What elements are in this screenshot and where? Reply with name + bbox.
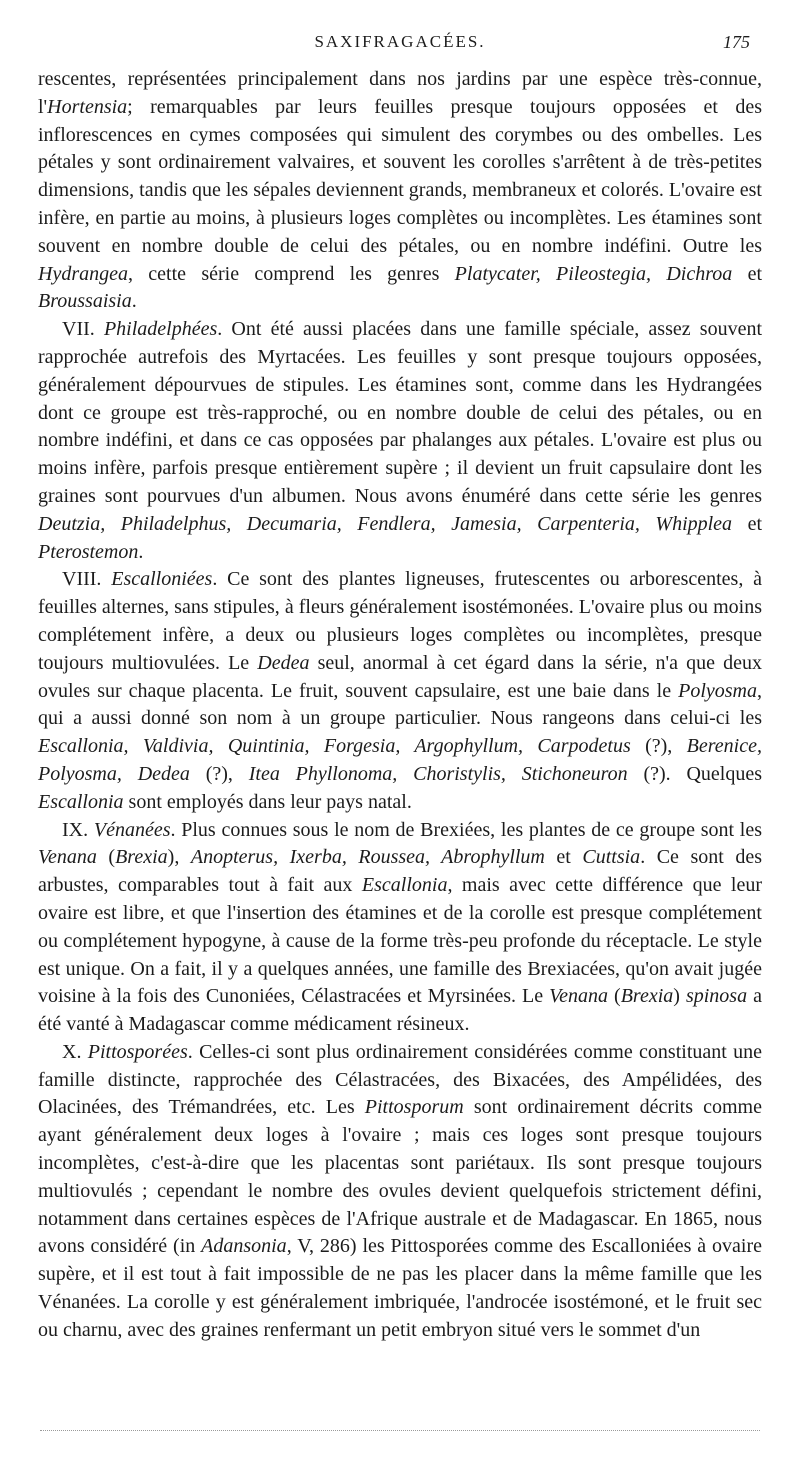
page-body — [38, 66, 762, 1345]
paragraph-escalloniees: VIII. Escalloniées. Ce sont des plantes ligneuses, frutescentes ou arborescentes, à feuilles alternes, sans stipules, à fleurs généralement isostémonées. L'ovaire plus ou moins complétement infère, a deux ou plusieurs loges complètes ou incomplètes, presque toujours multiovulées. Le Dedea seul, anormal à cet égard dans la série, n'a que deux ovules sur chaque placenta. Le fruit, souvent capsulaire, est une baie dans le Polyosma, qui a aussi donné son nom à un groupe particulier. Nous rangeons dans celui-ci les Escallonia, Valdivia, Quintinia, Forgesia, Argophyllum, Carpodetus (?), Berenice, Polyosma, Dedea (?), Itea Phyllonoma, Choristylis, Stichoneuron (?). Quelques Escallonia sont employés dans leur pays natal. — [38, 568, 763, 813]
page-header — [38, 30, 762, 58]
paragraph-philadelphees: VII. Philadelphées. Ont été aussi placées dans une famille spéciale, assez souvent rapprochée autrefois des Myrtacées. Les feuilles y sont presque toujours opposées, généralement dépourvues de stipules. Les étamines sont, comme dans les Hydrangées dont ce groupe est très-rapproché, ou en nombre double de celui des pétales, ou en nombre indéfini, et dans ce cas opposées par phalanges aux pétales. L'ovaire est plus ou moins infère, parfois presque entièrement supère ; il devient un fruit capsulaire dont les graines sont pourvues d'un albumen. Nous avons énuméré dans cette série les genres Deutzia, Philadelphus, Decumaria, Fendlera, Jamesia, Carpenteria, Whipplea et Pterostemon. — [38, 318, 763, 563]
running-title: SAXIFRAGACÉES. — [314, 32, 486, 51]
paragraph-hydrangees-continued: rescentes, représentées principalement dans nos jardins par une espèce très-connue, l'Hortensia; remarquables par leurs feuilles presque toujours opposées et des inflorescences en cymes composées qui simulent des corymbes ou des ombelles. Les pétales y sont ordinairement valvaires, et souvent les corolles s'arrêtent à de très-petites dimensions, tandis que les sépales deviennent grands, membraneux et colorés. L'ovaire est infère, en partie au moins, à plusieurs loges complètes ou incomplètes. Les étamines sont souvent en nombre double de celui des pétales, ou en nombre indéfini. Outre les Hydrangea, cette série comprend les genres Platycater, Pileostegia, Dichroa et Broussaisia. — [38, 68, 762, 313]
paragraph-pittosporees: X. Pittosporées. Celles-ci sont plus ordinairement considérées comme constituant une famille distincte, rapprochée des Célastracées, des Bixacées, des Ampélidées, des Olacinées, des Trémandrées, etc. Les Pittosporum sont ordinairement décrits comme ayant généralement deux loges à l'ovaire ; mais ces loges sont presque toujours incomplètes, c'est-à-dire que les placentas sont pariétaux. Ils sont presque toujours multiovulés ; cependant le nombre des ovules devient quelquefois strictement défini, notamment dans certaines espèces de l'Afrique australe et de Madagascar. En 1865, nous avons considéré (in Adansonia, V, 286) les Pittosporées comme des Escalloniées à ovaire supère, et il est tout à fait impossible de ne pas les placer dans la même famille que les Vénanées. La corolle y est généralement imbriquée, l'androcée isostémoné, et le fruit sec ou charnu, avec des graines renfermant un petit embryon situé vers le sommet d'un — [38, 1040, 762, 1341]
footer-rule — [40, 1430, 760, 1435]
page-number: 175 — [723, 32, 750, 52]
paragraph-venanees: IX. Vénanées. Plus connues sous le nom de Brexiées, les plantes de ce groupe sont les Venana (Brexia), Anopterus, Ixerba, Roussea, Abrophyllum et Cuttsia. Ce sont des arbustes, comparables tout à fait aux Escallonia, mais avec cette différence que leur ovaire est libre, et que l'insertion des étamines et de la corolle est presque complétement ou complétement hypogyne, à cause de la forme très-peu profonde du réceptacle. Le style est unique. On a fait, il y a quelques années, une famille des Brexiacées, qu'on avait jugée voisine à la fois des Cunoniées, Célastracées et Myrsinées. Le Venana (Brexia) spinosa a été vanté à Madagascar comme médicament résineux. — [38, 818, 763, 1036]
